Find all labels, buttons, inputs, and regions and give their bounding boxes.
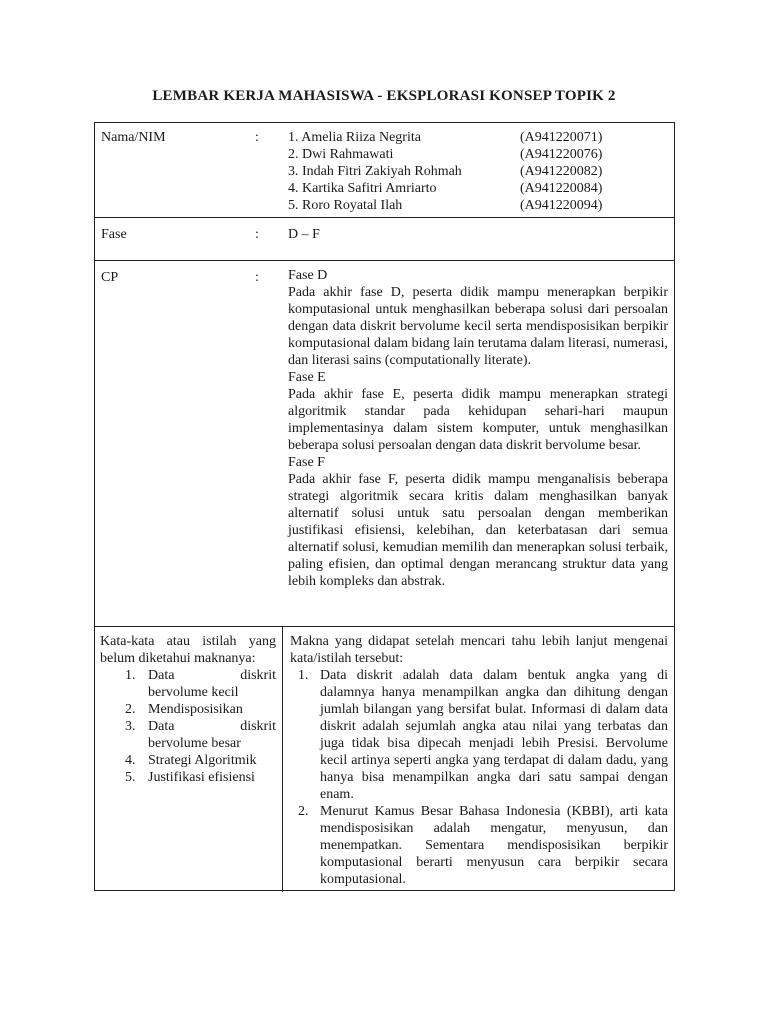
unknown-terms-cell xyxy=(100,633,276,786)
meanings-list xyxy=(290,667,668,888)
row-divider xyxy=(95,626,674,627)
fase-e-title: Fase E xyxy=(288,370,326,385)
term-text: Mendisposisikan xyxy=(148,702,243,717)
cp-label: CP xyxy=(101,270,119,285)
meaning-text: Data diskrit adalah data dalam bentuk angka yang di dalamnya hanya menampilkan angka dan dihitung dengan jumlah bilangan yang bersifat bulat. Informasi di dalam data diskrit adalah sejumlah angka atau nilai yang terbatas dan juga tidak bisa dipecah menjadi lebih Presisi. Bervolume kecil artinya seperti angka yang terdapat di dalam dadu, yang hanya bisa menampilkan angka dari satu sampai dengan enam. xyxy=(320,668,668,802)
member-name: 5. Roro Royatal Ilah xyxy=(288,198,403,213)
fase-d-text: Pada akhir fase D, peserta didik mampu menerapkan berpikir komputasional untuk menghasilkan beberapa solusi dari persoalan dengan data diskrit bervolume kecil serta mendisposisikan berpikir komputasional dalam bidang lain terutama dalam literasi, numerasi, dan literasi sains (computationally literate). xyxy=(288,285,668,368)
member-name: 1. Amelia Riiza Negrita xyxy=(288,130,421,145)
document-title: LEMBAR KERJA MAHASISWA - EKSPLORASI KONSEP TOPIK 2 xyxy=(152,88,616,104)
fase-value: D – F xyxy=(288,227,320,242)
nama-colon: : xyxy=(255,130,259,145)
nim-list xyxy=(520,129,602,214)
cp-colon: : xyxy=(255,270,259,285)
meaning-text: Menurut Kamus Besar Bahasa Indonesia (KBBI), arti kata mendisposisikan adalah mengatur, menyusun, dan menempatkan. Sementara mendisposisikan berpikir komputasional berarti menyusun cara berpikir secara komputasional. xyxy=(320,804,668,887)
meanings-cell xyxy=(290,633,668,888)
list-number: 4. xyxy=(125,753,136,768)
row-divider xyxy=(95,217,674,218)
member-name: 2. Dwi Rahmawati xyxy=(288,147,394,162)
list-number: 2. xyxy=(298,804,309,819)
list-item xyxy=(100,769,276,786)
unknown-terms-intro: Kata-kata atau istilah yang belum diketahui maknanya: xyxy=(100,634,276,666)
list-number: 5. xyxy=(125,770,136,785)
list-item xyxy=(290,803,668,888)
fase-d-title: Fase D xyxy=(288,268,328,283)
member-nim: (A941220082) xyxy=(520,164,603,179)
term-text: Justifikasi efisiensi xyxy=(148,770,255,785)
member-list xyxy=(288,129,462,214)
list-item xyxy=(100,718,276,752)
term-text: Data diskrit xyxy=(148,719,276,734)
list-number: 1. xyxy=(298,668,309,683)
list-number: 3. xyxy=(125,719,136,734)
fase-f-text: Pada akhir fase F, peserta didik mampu menganalisis beberapa strategi algoritmik secara kritis dalam menghasilkan banyak alternatif solusi untuk satu persoalan dengan memberikan justifikasi efisiensi, kelebihan, dan keterbatasan dari semua alternatif solusi, kemudian memilih dan menerapkan solusi terbaik, paling efisien, dan optimal dengan merancang struktur data yang lebih kompleks dan abstrak. xyxy=(288,472,668,589)
member-nim: (A941220084) xyxy=(520,181,603,196)
meanings-intro: Makna yang didapat setelah mencari tahu lebih lanjut mengenai kata/istilah tersebut: xyxy=(290,634,668,666)
fase-colon: : xyxy=(255,227,259,242)
member-nim: (A941220071) xyxy=(520,130,603,145)
list-item xyxy=(100,752,276,769)
fase-label: Fase xyxy=(101,227,127,242)
member-nim: (A941220094) xyxy=(520,198,603,213)
term-text: bervolume kecil xyxy=(148,685,239,700)
term-text: bervolume besar xyxy=(148,736,241,751)
member-name: 4. Kartika Safitri Amriarto xyxy=(288,181,437,196)
list-number: 1. xyxy=(125,668,136,683)
unknown-terms-list xyxy=(100,667,276,786)
row-divider xyxy=(95,260,674,261)
list-item xyxy=(100,701,276,718)
list-item xyxy=(290,667,668,803)
list-number: 2. xyxy=(125,702,136,717)
cp-content xyxy=(288,267,668,590)
column-divider xyxy=(282,626,283,892)
list-item xyxy=(100,667,276,701)
term-text: Strategi Algoritmik xyxy=(148,753,257,768)
fase-e-text: Pada akhir fase E, peserta didik mampu menerapkan strategi algoritmik standar pada kehidupan sehari-hari maupun implementasinya dalam sistem komputer, untuk menghasilkan beberapa solusi persoalan dengan data diskrit bervolume besar. xyxy=(288,387,668,453)
nama-nim-label: Nama/NIM xyxy=(101,130,166,145)
term-text: Data diskrit xyxy=(148,668,276,683)
member-nim: (A941220076) xyxy=(520,147,603,162)
fase-f-title: Fase F xyxy=(288,455,325,470)
member-name: 3. Indah Fitri Zakiyah Rohmah xyxy=(288,164,462,179)
worksheet-table xyxy=(94,122,675,891)
